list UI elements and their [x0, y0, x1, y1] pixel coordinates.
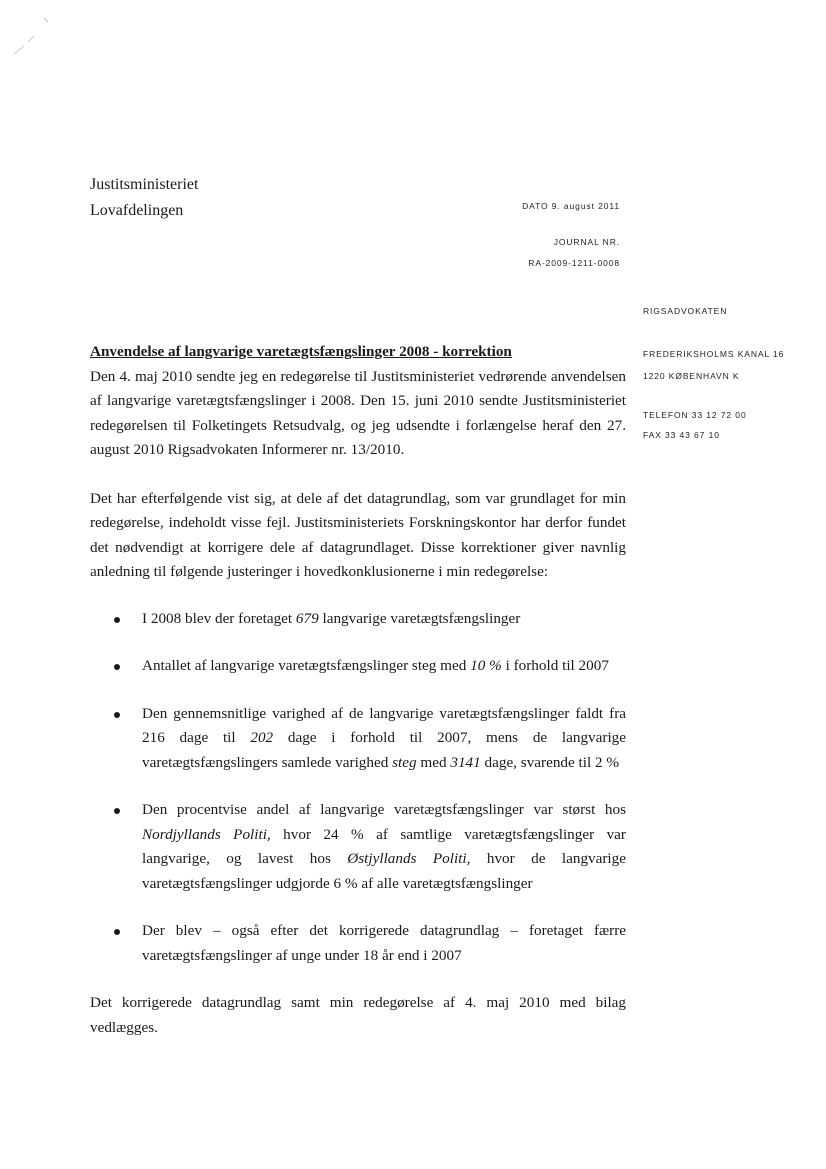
list-item	[90, 607, 626, 632]
bullet-text: i forhold til 2007	[501, 657, 609, 674]
bullet-text: I 2008 blev der foretaget	[142, 609, 296, 627]
list-item	[90, 654, 626, 679]
letter-body	[90, 340, 626, 1040]
recipient-ministry: Justitsministeriet	[90, 176, 199, 193]
journal-number: RA-2009-1211-0008	[528, 258, 620, 268]
bullet-text: med	[416, 753, 451, 771]
bullet-emphasis: 10 %	[470, 657, 502, 674]
paragraph-closing: Det korrigerede datagrundlag samt min redegørelse af 4. maj 2010 med bilag vedlægges.	[90, 994, 626, 1036]
bullet-emphasis: 3141	[450, 753, 481, 771]
corner-mark	[8, 10, 48, 60]
recipient-department: Lovafdelingen	[90, 202, 184, 219]
bullet-text: hvor 24 % af samtlige varetægtsfængslinger var langvarige, og lavest hos	[142, 825, 626, 867]
conclusion-list	[90, 607, 626, 969]
letter-subject: Anvendelse af langvarige varetægtsfængslinger 2008 - korrektion	[90, 343, 512, 360]
bullet-icon	[114, 808, 120, 814]
sender-fax: FAX 33 43 67 10	[643, 430, 720, 440]
bullet-emphasis: Nordjyllands Politi,	[142, 825, 271, 843]
bullet-text: Antallet af langvarige varetægtsfængslinger steg med	[142, 657, 471, 674]
bullet-emphasis: Østjyllands Politi,	[347, 850, 471, 867]
sender-phone: TELEFON 33 12 72 00	[643, 410, 747, 420]
paragraph-intro: Den 4. maj 2010 sendte jeg en redegørelse til Justitsministeriet vedrørende anvendelsen af langvarige varetægtsfængslinger i 2008. Den 15. juni 2010 sendte Justitsministeriet redegørelsen til Folketingets Retsudvalg, og jeg udsendte i forlængelse heraf den 27. august 2010 Rigsadvokaten Informerer nr. 13/2010.	[90, 367, 626, 458]
bullet-icon	[114, 617, 120, 623]
bullet-text: dage i forhold til 2007, mens de langvarige varetægtsfængslingers samlede varighed	[142, 729, 626, 771]
bullet-text: dage, svarende til 2 %	[480, 753, 620, 771]
journal-label: JOURNAL NR.	[553, 237, 620, 247]
paragraph-correction: Det har efterfølgende vist sig, at dele af det datagrundlag, som var grundlaget for min redegørelse, indeholdt visse fejl. Justitsministeriets Forskningskontor har derfor fundet det nødvendigt at korrigere dele af datagrundlaget. Disse korrektioner giver navnlig anledning til følgende justeringer i hovedkonklusionerne i min redegørelse:	[90, 489, 626, 580]
bullet-emphasis: steg	[392, 753, 417, 771]
list-item	[90, 702, 626, 776]
bullet-emphasis: 679	[295, 609, 319, 627]
sender-block	[643, 306, 784, 445]
sender-address-city: 1220 KØBENHAVN K	[643, 371, 740, 381]
bullet-text: Den gennemsnitlige varighed af de langvarige varetægtsfængslinger faldt fra 216 dage til	[142, 704, 626, 746]
bullet-icon	[114, 664, 120, 670]
bullet-text: Den procentvise andel af langvarige varetægtsfængslinger var størst hos	[142, 801, 626, 818]
list-item	[90, 919, 626, 968]
recipient-block	[90, 172, 198, 224]
bullet-icon	[114, 712, 120, 718]
list-item	[90, 798, 626, 896]
bullet-text: Der blev – også efter det korrigerede datagrundlag – foretaget færre varetægtsfængslinger af unge under 18 år end i 2007	[142, 922, 626, 964]
sender-name: RIGSADVOKATEN	[643, 306, 728, 316]
bullet-emphasis: 202	[250, 729, 274, 746]
bullet-text: hvor de langvarige varetægtsfængslinger udgjorde 6 % af alle varetægtsfængslinger	[142, 850, 626, 892]
sender-address-street: FREDERIKSHOLMS KANAL 16	[643, 349, 785, 359]
bullet-icon	[114, 929, 120, 935]
bullet-text: langvarige varetægtsfængslinger	[318, 609, 521, 627]
date-line: DATO 9. august 2011	[522, 201, 620, 211]
